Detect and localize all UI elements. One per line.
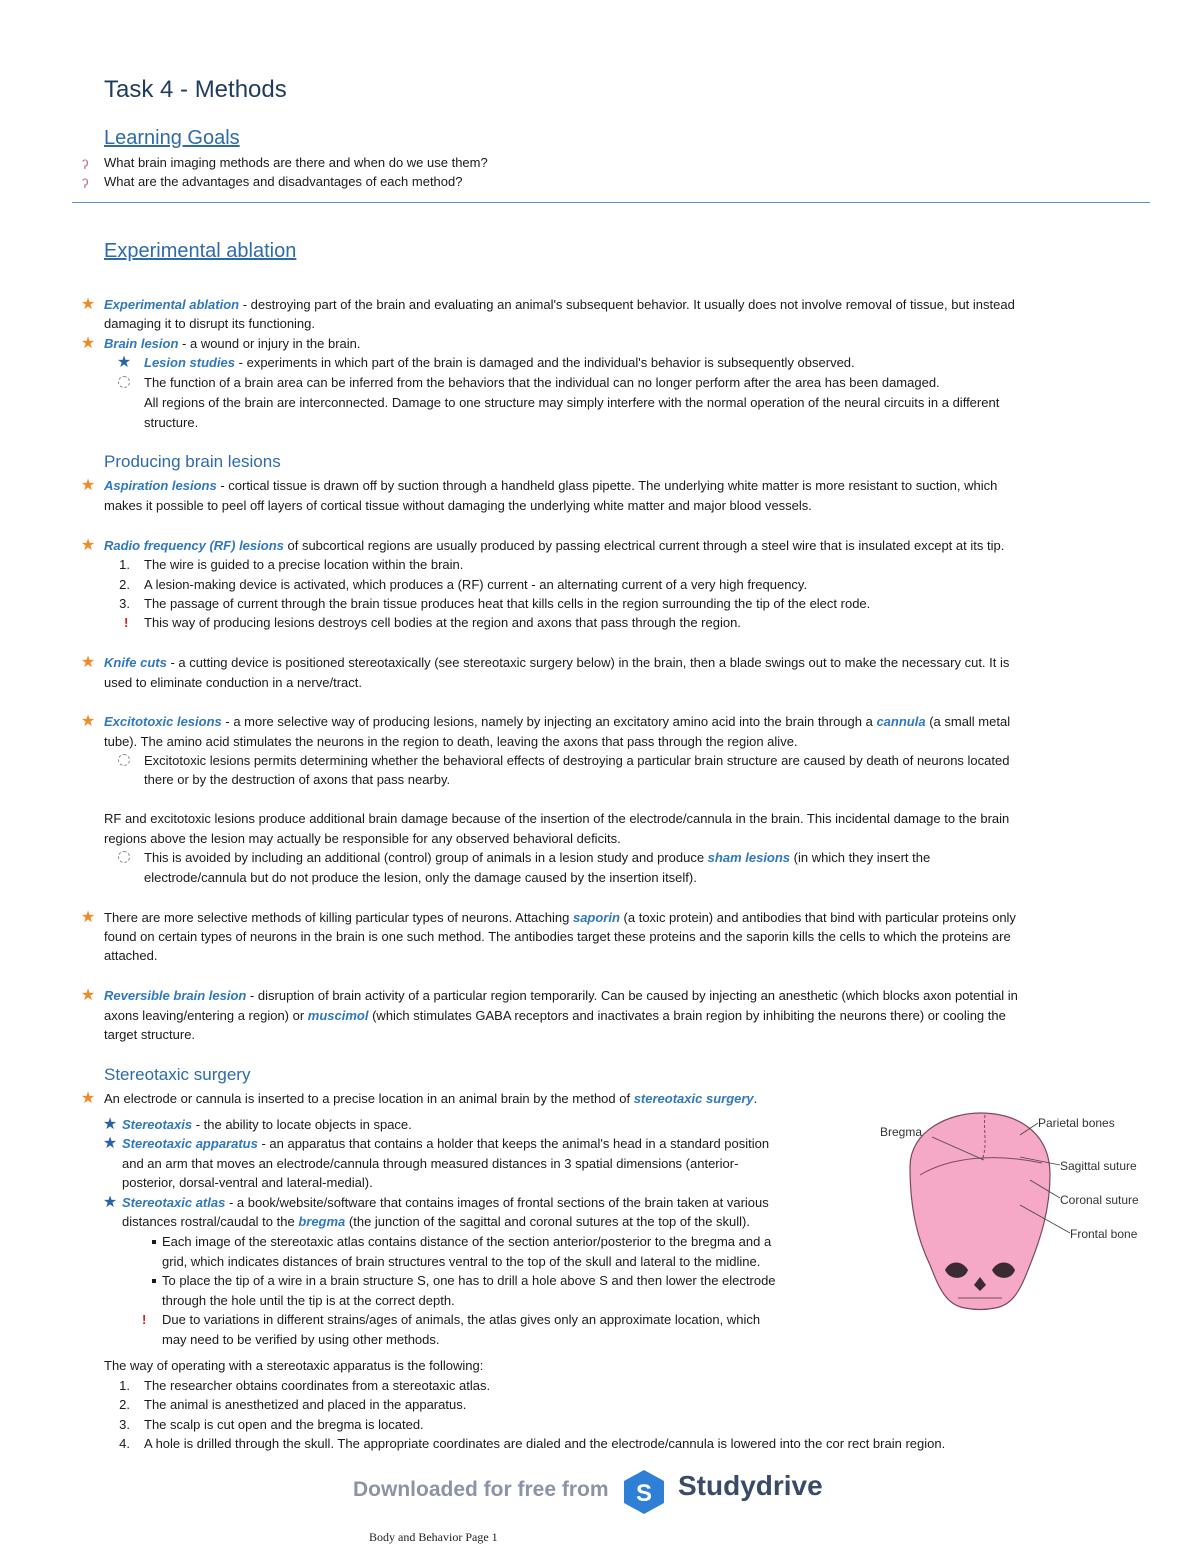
atlas-bullet-cont: through the hole until the tip is at the correct depth.: [162, 1293, 455, 1308]
exclamation-icon: !: [142, 1312, 147, 1327]
reversible-lesion-cont: target structure.: [104, 1027, 196, 1042]
excitotoxic-note: there or by the destruction of axons that pass nearby.: [144, 772, 451, 787]
star-icon: ★: [80, 537, 96, 554]
rf-lesions: Radio frequency (RF) lesions of subcortical regions are usually produced by passing electrical current through a steel wire that is insulated except at its tip.: [104, 538, 1005, 553]
question-icon: ʔ: [82, 176, 89, 191]
excitotoxic-lesions-cont: tube). The amino acid stimulates the neurons in the region to death, leaving the axons that pass through the region alive.: [104, 734, 798, 749]
divider: [72, 202, 1150, 203]
atlas-definition-cont: distances rostral/caudal to the bregma (the junction of the sagittal and coronal sutures at the top of the skull).: [122, 1214, 750, 1229]
square-bullet-icon: [152, 1279, 156, 1283]
atlas-bullet-cont: grid, which indicates distances of brain structures ventral to the top of the skull and lateral to the midline.: [162, 1254, 761, 1269]
atlas-bullet: To place the tip of a wire in a brain structure S, one has to drill a hole above S and then lower the electrode: [162, 1273, 776, 1288]
learning-goal-item: What brain imaging methods are there and when do we use them?: [104, 155, 488, 170]
star-icon: ★: [116, 354, 132, 371]
procedure-step: The animal is anesthetized and placed in the apparatus.: [144, 1397, 467, 1412]
aspiration-lesions-cont: makes it possible to peel off layers of cortical tissue without damaging the underlying white matter and major blood vessels.: [104, 498, 812, 513]
star-icon: ★: [80, 296, 96, 313]
stereotaxis-definition: Stereotaxis - the ability to locate objects in space.: [122, 1117, 412, 1132]
apparatus-definition-cont: and an arm that moves an electrode/cannula through measured distances in 3 spatial dimensions (anterior-: [122, 1156, 739, 1171]
label-parietal: Parietal bones: [1038, 1116, 1115, 1130]
reversible-lesion-cont: axons leaving/entering a region) or muscimol (which stimulates GABA receptors and inactivates a brain region by inhibiting the neurons there) or cooling the: [104, 1008, 1006, 1023]
lesion-note: All regions of the brain are interconnected. Damage to one structure may simply interfere with the normal operation of the neural circuits in a different: [144, 395, 1000, 410]
procedure-step: The researcher obtains coordinates from a stereotaxic atlas.: [144, 1378, 491, 1393]
list-number: 2.: [119, 577, 130, 592]
knife-cuts: Knife cuts - a cutting device is positioned stereotaxically (see stereotaxic surgery below) in the brain, then a blade swings out to make the necessary cut. It is: [104, 655, 1010, 670]
learning-goals-heading: Learning Goals: [104, 127, 240, 149]
ablation-definition: Experimental ablation - destroying part of the brain and evaluating an animal's subsequent behavior. It usually does not involve removal of tissue, but instead: [104, 297, 1015, 312]
star-icon: ★: [80, 335, 96, 352]
producing-lesions-heading: Producing brain lesions: [104, 452, 281, 471]
star-icon: ★: [80, 987, 96, 1004]
learning-goal-item: What are the advantages and disadvantages of each method?: [104, 174, 463, 189]
star-icon: ★: [80, 654, 96, 671]
downloaded-text: Downloaded for free from: [353, 1478, 609, 1501]
exclamation-icon: !: [124, 615, 129, 630]
page-title: Task 4 - Methods: [104, 76, 287, 103]
stereotaxic-intro: An electrode or cannula is inserted to a precise location in an animal brain by the method of stereotaxic surgery.: [104, 1091, 758, 1106]
list-number: 3.: [119, 1417, 130, 1432]
rf-step: A lesion-making device is activated, which produces a (RF) current - an alternating current of a very high frequency.: [144, 577, 808, 592]
rf-note: This way of producing lesions destroys cell bodies at the region and axons that pass through the region.: [144, 615, 741, 630]
atlas-note-cont: may need to be verified by using other methods.: [162, 1332, 440, 1347]
knife-cuts-cont: used to eliminate conduction in a nerve/tract.: [104, 675, 362, 690]
star-icon: ★: [80, 477, 96, 494]
procedure-intro: The way of operating with a stereotaxic apparatus is the following:: [104, 1358, 484, 1373]
ablation-definition-cont: damaging it to disrupt its functioning.: [104, 316, 316, 331]
excitotoxic-note: Excitotoxic lesions permits determining whether the behavioral effects of destroying a particular brain structure are caused by death of neurons located: [144, 753, 1010, 768]
saporin-text: There are more selective methods of killing particular types of neurons. Attaching saporin (a toxic protein) and antibodies that bind with particular proteins only: [104, 910, 1016, 925]
stereotaxic-heading: Stereotaxic surgery: [104, 1065, 251, 1084]
list-number: 2.: [119, 1397, 130, 1412]
studydrive-brand[interactable]: Studydrive: [678, 1470, 823, 1501]
lesion-note: The function of a brain area can be inferred from the behaviors that the individual can no longer perform after the area has been damaged.: [144, 375, 940, 390]
list-number: 4.: [119, 1436, 130, 1451]
procedure-step: The scalp is cut open and the bregma is located.: [144, 1417, 424, 1432]
rf-step: The wire is guided to a precise location within the brain.: [144, 557, 464, 572]
star-icon: ★: [80, 909, 96, 926]
studydrive-logo-icon[interactable]: [620, 1468, 668, 1516]
skull-figure: [870, 1105, 1160, 1315]
bullet-circle-icon: [118, 851, 130, 863]
atlas-note: Due to variations in different strains/ages of animals, the atlas gives only an approximate location, which: [162, 1312, 761, 1327]
bullet-circle-icon: [118, 754, 130, 766]
brain-lesion-definition: Brain lesion - a wound or injury in the brain.: [104, 336, 361, 351]
apparatus-definition: Stereotaxic apparatus - an apparatus that contains a holder that keeps the animal's head in a standard position: [122, 1136, 770, 1151]
saporin-text-cont: attached.: [104, 948, 158, 963]
rf-step: The passage of current through the brain tissue produces heat that kills cells in the region surrounding the tip of the elect rode.: [144, 596, 871, 611]
logo-letter: S: [635, 1480, 653, 1507]
star-icon: ★: [102, 1116, 118, 1133]
saporin-text-cont: found on certain types of neurons in the brain is one such method. The antibodies target these proteins and the saporin kills the cells to which the proteins are: [104, 929, 1011, 944]
reversible-lesion: Reversible brain lesion - disruption of brain activity of a particular region temporarily. Can be caused by injecting an anesthetic (which blocks axon potential in: [104, 988, 1018, 1003]
atlas-definition: Stereotaxic atlas - a book/website/software that contains images of frontal sections of the brain taken at various: [122, 1195, 769, 1210]
square-bullet-icon: [152, 1240, 156, 1244]
atlas-bullet: Each image of the stereotaxic atlas contains distance of the section anterior/posterior to the bregma and a: [162, 1234, 772, 1249]
excitotoxic-lesions: Excitotoxic lesions - a more selective way of producing lesions, namely by injecting an excitatory amino acid into the brain through a cannula (a small metal: [104, 714, 1011, 729]
procedure-step: A hole is drilled through the skull. The appropriate coordinates are dialed and the electrode/cannula is lowered into the cor rect brain region.: [144, 1436, 946, 1451]
sham-lesions-note-cont: electrode/cannula but do not produce the lesion, only the damage caused by the insertion itself).: [144, 870, 697, 885]
aspiration-lesions: Aspiration lesions - cortical tissue is drawn off by suction through a handheld glass pipette. The underlying white matter is more resistant to suction, which: [104, 478, 998, 493]
star-icon: ★: [102, 1194, 118, 1211]
list-number: 3.: [119, 596, 130, 611]
label-sagittal: Sagittal suture: [1060, 1159, 1137, 1173]
star-icon: ★: [80, 1090, 96, 1107]
page-footer: Body and Behavior Page 1: [369, 1530, 498, 1544]
question-icon: ʔ: [82, 157, 89, 172]
lesion-note: structure.: [144, 415, 199, 430]
sham-lesions-note: This is avoided by including an additional (control) group of animals in a lesion study and produce sham lesions (in which they insert the: [144, 850, 931, 865]
list-number: 1.: [119, 1378, 130, 1393]
experimental-ablation-heading: Experimental ablation: [104, 240, 297, 262]
list-number: 1.: [119, 557, 130, 572]
star-icon: ★: [102, 1135, 118, 1152]
star-icon: ★: [80, 713, 96, 730]
label-coronal: Coronal suture: [1060, 1193, 1139, 1207]
rf-excitotoxic-text: regions above the lesion may actually be responsible for any observed behavioral deficits.: [104, 831, 621, 846]
lesion-studies-definition: Lesion studies - experiments in which part of the brain is damaged and the individual's behavior is subsequently observed.: [144, 355, 855, 370]
label-bregma: Bregma: [880, 1125, 923, 1139]
apparatus-definition-cont: posterior, dorsal-ventral and lateral-medial).: [122, 1175, 373, 1190]
label-frontal: Frontal bone: [1070, 1227, 1138, 1241]
bullet-circle-icon: [118, 376, 130, 388]
rf-excitotoxic-text: RF and excitotoxic lesions produce additional brain damage because of the insertion of the electrode/cannula in the brain. This incidental damage to the brain: [104, 811, 1010, 826]
